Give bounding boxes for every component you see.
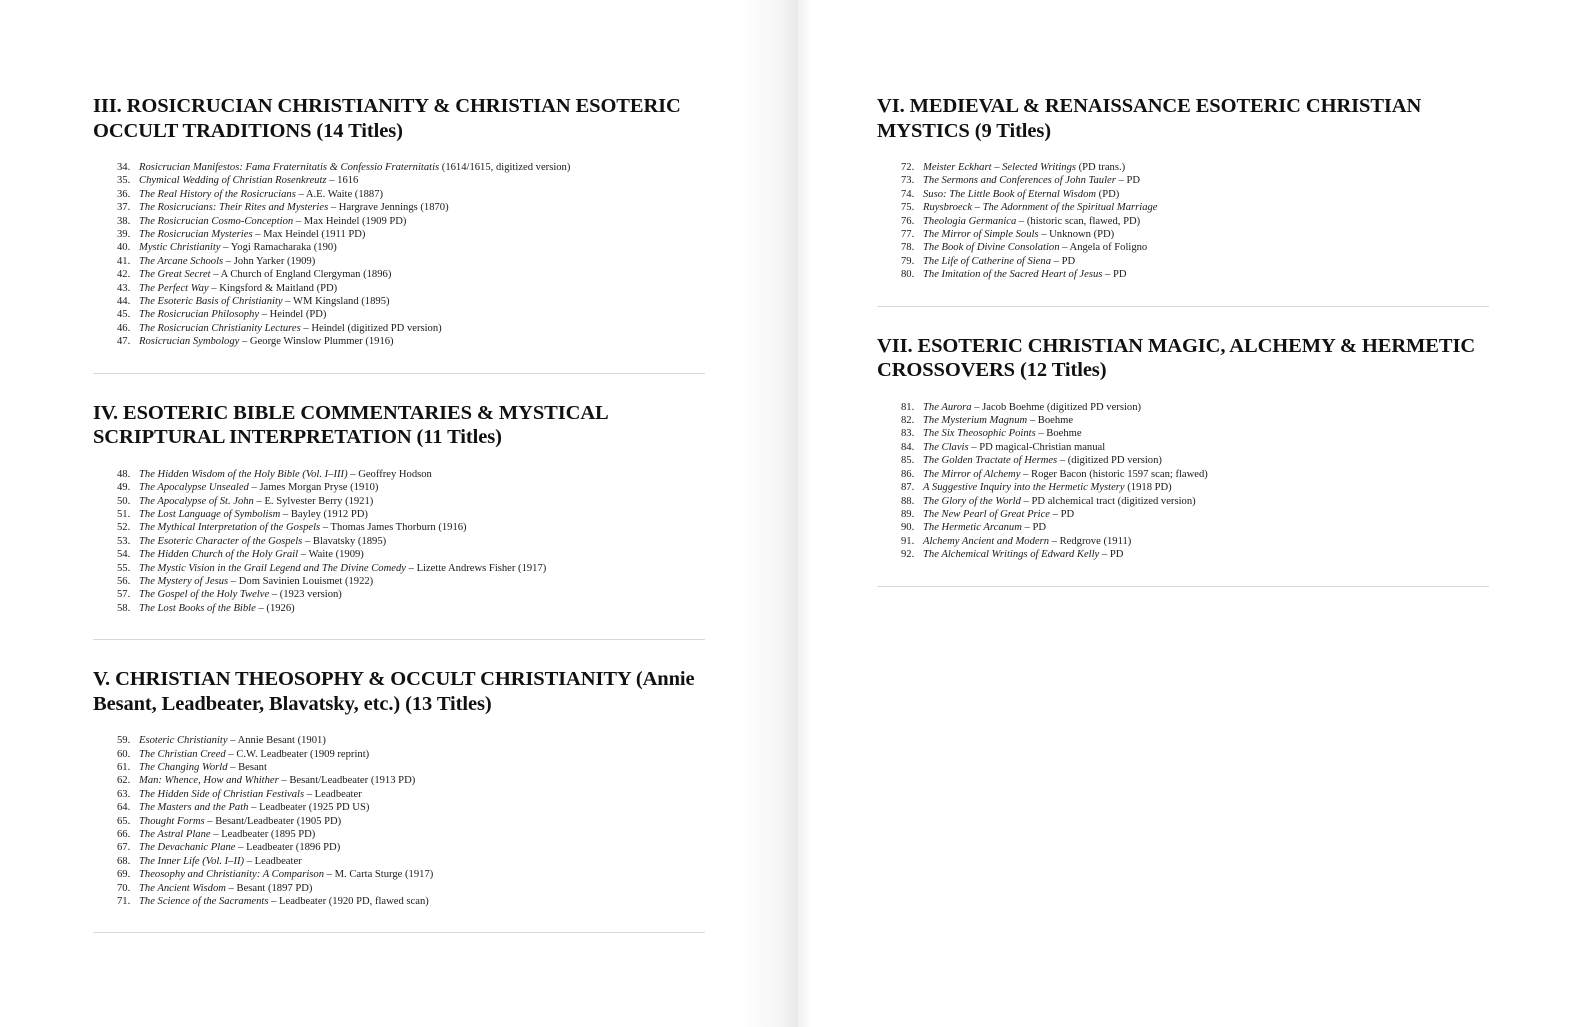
list-item [117,255,703,268]
list-item [901,401,1487,414]
item-number: 81. [901,401,915,413]
book-details: – Unknown (PD) [1038,229,1115,241]
item-number: 78. [901,242,915,254]
book-title: The Book of Divine Consolation [923,242,1060,254]
list-item [117,161,703,174]
book-title: Man: Whence, How and Whither [139,775,279,787]
item-number: 54. [117,549,131,561]
book-details: – Max Heindel (1909 PD) [293,215,407,227]
book-title: The Science of the Sacraments [139,896,269,908]
book-details: – Waite (1909) [298,549,364,561]
item-number: 34. [117,162,131,173]
book-title: The Real History of the Rosicrucians [139,188,296,200]
item-number: 92. [901,549,915,561]
item-number: 75. [901,202,915,214]
list-item [117,748,703,761]
book-title: The Alchemical Writings of Edward Kelly [923,549,1100,561]
list-item [117,882,703,895]
item-number: 64. [117,802,131,814]
section-divider [877,586,1489,587]
book-title: The Lost Language of Symbolism [139,508,281,520]
item-number: 38. [117,215,131,227]
section-heading: VI. MEDIEVAL & RENAISSANCE ESOTERIC CHRISTIAN MYSTICS (9 Titles) [877,95,1422,142]
item-number: 85. [901,455,915,467]
book-title: The Hermetic Arcanum [923,522,1022,534]
list-item [117,188,703,201]
book-details: – A.E. Waite (1887) [295,188,384,200]
list-item [901,441,1487,454]
list-item [117,855,703,868]
book-title: The Great Secret [139,269,211,281]
list-item [117,282,703,295]
book-title: The Sermons and Conferences of John Tauler [923,175,1116,187]
item-number: 47. [117,336,131,348]
section-heading: VII. ESOTERIC CHRISTIAN MAGIC, ALCHEMY & HERMETIC CROSSOVERS (12 Titles) [877,334,1476,382]
item-number: 49. [117,482,131,494]
item-number: 61. [117,761,131,773]
item-number: 44. [117,296,131,308]
item-number: 82. [901,415,915,427]
book-details: – Boehme [1035,428,1082,440]
book-title: The Rosicrucians: Their Rites and Mysteries [139,202,329,214]
list-item [117,241,703,254]
book-details: – C.W. Leadbeater (1909 reprint) [225,748,370,760]
list-item [901,535,1487,548]
list-item [901,508,1487,521]
book-details: – Jacob Boehme (digitized PD version) [971,401,1142,413]
book-details: – Leadbeater [244,855,302,867]
book-title: The Imitation of the Sacred Heart of Jesus [923,269,1103,281]
book-title: The Mystic Vision in the Grail Legend and The Divine Comedy [139,562,406,574]
item-number: 86. [901,468,915,480]
book-title: Rosicrucian Symbology [139,336,240,348]
book-title: The Inner Life (Vol. I–II) [139,855,245,867]
book-title: The Hidden Wisdom of the Holy Bible (Vol. I–III) [139,468,348,480]
item-number: 57. [117,589,131,601]
left-page [0,0,790,1027]
section-heading: V. CHRISTIAN THEOSOPHY & OCCULT CHRISTIANITY (Annie Besant, Leadbeater, Blavatsky, etc.) (13 Titles) [93,668,695,715]
list-item [117,841,703,854]
book-details: – PD magical-Christian manual [968,441,1106,453]
book-details: – (1923 version) [269,589,342,601]
section [93,401,703,640]
book-title: Thought Forms [139,815,205,827]
list-item [117,481,703,494]
item-number: 90. [901,522,915,534]
list-item [901,215,1487,228]
book-details: – Leadbeater (1920 PD, flawed scan) [268,896,429,908]
list-item [117,602,703,615]
book-title: The Changing World [139,761,228,773]
book-title: Chymical Wedding of Christian Rosenkreutz [139,175,327,187]
list-item [901,495,1487,508]
book-title: The Christian Creed [139,748,226,760]
list-item [117,174,703,187]
book-details: – Kingsford & Maitland (PD) [208,282,338,294]
book-title: Rosicrucian Manifestos: Fama Fraternitatis & Confessio Fraternitatis [139,162,440,173]
book-details: – 1616 [326,175,359,187]
list-item [117,562,703,575]
list-item [901,414,1487,427]
item-number: 42. [117,269,131,281]
book-details: (1614/1615, digitized version) [439,162,571,173]
book-details: – Dom Savinien Louismet (1922) [228,575,374,587]
book-title: The Mysterium Magnum [923,415,1028,427]
book-details: – PD alchemical tract (digitized version) [1020,495,1196,507]
book-details: – Leadbeater (1895 PD) [210,829,316,840]
list-item [117,468,703,481]
list-item [901,521,1487,534]
book-details: – (1926) [255,602,295,614]
item-number: 58. [117,602,131,614]
title-list [117,734,703,908]
book-title: Suso: The Little Book of Eternal Wisdom [923,188,1097,200]
item-number: 83. [901,428,915,440]
item-number: 67. [117,842,131,854]
book-details: – M. Carta Sturge (1917) [324,869,434,881]
book-details: – Redgrove (1911) [1049,535,1132,547]
book-title: The Ancient Wisdom [139,882,226,894]
book-title: The Arcane Schools [139,255,224,267]
book-title: The Glory of the World [923,495,1021,507]
item-number: 35. [117,175,131,187]
list-item [117,815,703,828]
book-title: The Aurora [923,401,972,413]
book-title: The Astral Plane [139,829,211,840]
list-item [117,322,703,335]
item-number: 66. [117,829,131,840]
item-number: 36. [117,188,131,200]
book-details: – John Yarker (1909) [223,255,316,267]
book-title: The Gospel of the Holy Twelve [139,589,270,601]
book-details: – (historic scan, flawed, PD) [1016,215,1141,227]
section [877,334,1487,587]
book-details: – Leadbeater [304,788,362,800]
section-divider [877,306,1489,307]
book-title: Esoteric Christianity [139,735,228,747]
list-item [117,268,703,281]
book-details: – Besant/Leadbeater (1913 PD) [278,775,416,787]
item-number: 71. [117,896,131,908]
book-details: (1918 PD) [1124,482,1172,494]
book-title: The Masters and the Path [139,802,249,814]
item-number: 53. [117,535,131,547]
book-title: The Lost Books of the Bible [139,602,256,614]
list-item [901,228,1487,241]
book-title: The Rosicrucian Mysteries [139,229,253,241]
book-title: The Mirror of Alchemy [923,468,1021,480]
book-details: – (digitized PD version) [1057,455,1162,467]
list-item [901,548,1487,561]
item-number: 43. [117,282,131,294]
list-item [117,588,703,601]
item-number: 37. [117,202,131,214]
item-number: 87. [901,482,915,494]
section [877,94,1487,307]
book-title: The Rosicrucian Christianity Lectures [139,322,301,334]
item-number: 63. [117,788,131,800]
book-title: The Clavis [923,441,969,453]
item-number: 88. [901,495,915,507]
book-title: The Mythical Interpretation of the Gospels [139,522,321,534]
book-title: The Life of Catherine of Siena [923,255,1051,267]
list-item [901,241,1487,254]
list-item [117,495,703,508]
title-list [117,161,703,349]
book-title: The Hidden Church of the Holy Grail [139,549,299,561]
list-item [117,788,703,801]
book-title: The Golden Tractate of Hermes [923,455,1058,467]
item-number: 62. [117,775,131,787]
book-details: – Bayley (1912 PD) [280,508,368,520]
book-details: – James Morgan Pryse (1910) [248,482,379,494]
item-number: 52. [117,522,131,534]
book-details: – Blavatsky (1895) [302,535,387,547]
list-item [117,215,703,228]
list-item [117,828,703,841]
book-title: The Mystery of Jesus [139,575,229,587]
book-details: – PD [1099,549,1124,561]
list-item [901,161,1487,174]
book-details: – Leadbeater (1925 PD US) [248,802,370,814]
book-title: The Hidden Side of Christian Festivals [139,788,305,800]
book-details: – Leadbeater (1896 PD) [235,842,341,854]
list-item [117,335,703,348]
list-item [901,255,1487,268]
list-item [901,454,1487,467]
book-details: – George Winslow Plummer (1916) [239,336,394,348]
item-number: 45. [117,309,131,321]
left-page-content [93,94,703,960]
item-number: 51. [117,508,131,520]
book-details: – PD [1051,255,1076,267]
book-title: The New Pearl of Great Price [923,508,1051,520]
book-details: (PD) [1096,188,1120,200]
book-title: The Apocalypse Unsealed [139,482,249,494]
item-number: 91. [901,535,915,547]
item-number: 79. [901,255,915,267]
item-number: 50. [117,495,131,507]
list-item [117,535,703,548]
book-details: – Boehme [1027,415,1074,427]
section-divider [93,639,705,640]
item-number: 65. [117,815,131,827]
list-item [117,521,703,534]
book-details: – WM Kingsland (1895) [282,296,390,308]
book-title: The Six Theosophic Points [923,428,1036,440]
book-title: Mystic Christianity [139,242,221,254]
section-heading: III. ROSICRUCIAN CHRISTIANITY & CHRISTIAN ESOTERIC OCCULT TRADITIONS (14 Titles) [93,95,681,142]
section [93,667,703,933]
section [93,94,703,374]
item-number: 59. [117,735,131,747]
book-details: – Angela of Foligno [1059,242,1148,254]
item-number: 60. [117,748,131,760]
book-title: Meister Eckhart – Selected Writings [923,162,1076,173]
section-divider [93,373,705,374]
list-item [901,481,1487,494]
book-details: – Besant (1897 PD) [225,882,313,894]
list-item [901,468,1487,481]
title-list [901,161,1487,282]
book-details: – Yogi Ramacharaka (190) [220,242,337,254]
book-title: The Esoteric Basis of Christianity [139,296,283,308]
book-title: The Apocalypse of St. John [139,495,254,507]
book-title: The Devachanic Plane [139,842,236,854]
list-item [117,774,703,787]
title-list [117,468,703,615]
book-title: A Suggestive Inquiry into the Hermetic Mystery [923,482,1125,494]
book-details: – Heindel (PD) [259,309,327,321]
book-details: (PD trans.) [1075,162,1126,173]
book-details: – Heindel (digitized PD version) [300,322,442,334]
list-item [117,201,703,214]
book-details: – Max Heindel (1911 PD) [252,229,366,241]
book-details: – Lizette Andrews Fisher (1917) [405,562,547,574]
book-details: – Besant/Leadbeater (1905 PD) [204,815,342,827]
list-item [901,427,1487,440]
book-title: The Mirror of Simple Souls [923,229,1039,241]
book-title: Theosophy and Christianity: A Comparison [139,869,325,881]
item-number: 80. [901,269,915,281]
list-item [117,895,703,908]
book-details: – A Church of England Clergyman (1896) [210,269,392,281]
list-item [117,575,703,588]
book-details: – Geoffrey Hodson [347,468,432,480]
item-number: 68. [117,855,131,867]
item-number: 76. [901,215,915,227]
book-details: – E. Sylvester Berry (1921) [253,495,374,507]
book-details: – Roger Bacon (historic 1597 scan; flawed) [1020,468,1208,480]
book-details: – PD [1102,269,1127,281]
list-item [117,868,703,881]
item-number: 48. [117,468,131,480]
item-number: 70. [117,882,131,894]
book-title: The Rosicrucian Cosmo-Conception [139,215,294,227]
item-number: 69. [117,869,131,881]
item-number: 56. [117,575,131,587]
item-number: 84. [901,441,915,453]
item-number: 55. [117,562,131,574]
list-item [117,761,703,774]
item-number: 72. [901,162,915,173]
list-item [117,295,703,308]
list-item [117,508,703,521]
item-number: 41. [117,255,131,267]
book-details: – Annie Besant (1901) [227,735,326,747]
list-item [117,308,703,321]
item-number: 46. [117,322,131,334]
book-title: The Esoteric Character of the Gospels [139,535,303,547]
item-number: 40. [117,242,131,254]
item-number: 89. [901,508,915,520]
section-divider [93,932,705,933]
title-list [901,401,1487,562]
list-item [901,268,1487,281]
item-number: 73. [901,175,915,187]
book-details: – Besant [227,761,267,773]
book-title: The Rosicrucian Philosophy [139,309,260,321]
list-item [901,201,1487,214]
book-title: Ruysbroeck – The Adornment of the Spiritual Marriage [923,202,1158,214]
list-item [117,734,703,747]
list-item [117,228,703,241]
book-details: – PD [1050,508,1075,520]
item-number: 77. [901,229,915,241]
list-item [117,801,703,814]
item-number: 39. [117,229,131,241]
list-item [117,548,703,561]
book-title: The Perfect Way [139,282,209,294]
book-title: Theologia Germanica [923,215,1017,227]
right-page-content [877,94,1487,614]
book-details: – Hargrave Jennings (1870) [328,202,449,214]
book-details: – PD [1115,175,1140,187]
book-details: – Thomas James Thorburn (1916) [320,522,467,534]
list-item [901,174,1487,187]
list-item [901,188,1487,201]
book-title: Alchemy Ancient and Modern [923,535,1050,547]
section-heading: IV. ESOTERIC BIBLE COMMENTARIES & MYSTICAL SCRIPTURAL INTERPRETATION (11 Titles) [93,401,608,449]
book-details: – PD [1021,522,1046,534]
item-number: 74. [901,188,915,200]
